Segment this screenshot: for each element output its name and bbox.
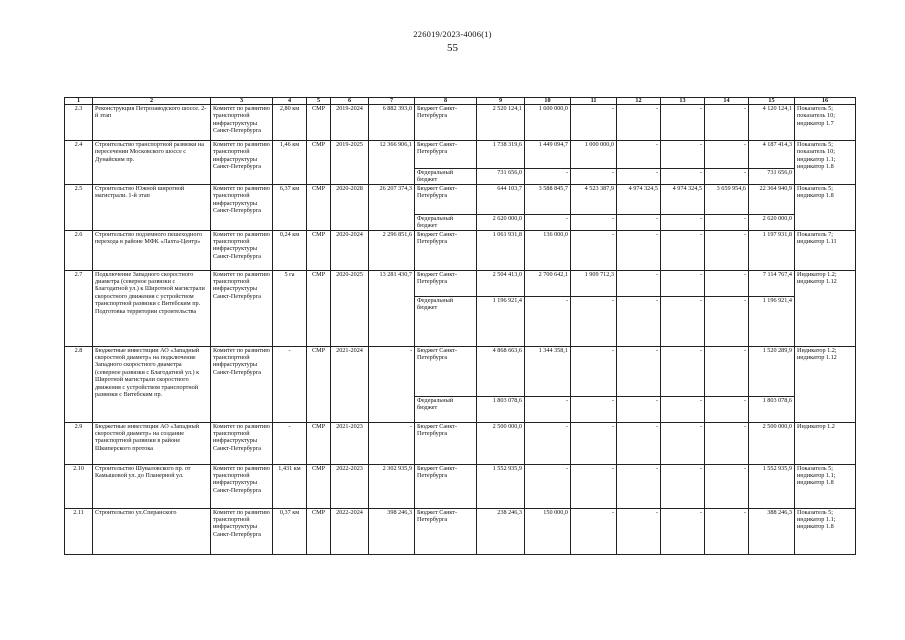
year-amount-cell: - [705,422,749,464]
table-row [65,508,856,554]
row-number: 2.6 [65,230,93,270]
funding-source-cell: Бюджет Санкт-Петербурга [415,422,477,464]
year-amount-cell: 644 103,7 [477,184,525,214]
funding-total-cell: 1 197 931,8 [749,230,795,270]
period-cell: 2020-2028 [331,184,369,230]
indicators-cell: Индикатор 1.2; индикатор 1.12 [795,270,856,346]
table-row [65,184,856,214]
responsible-executor: Комитет по развитию транспортной инфраструктуры Санкт-Петербурга [211,184,273,230]
year-amount-cell: 1 600 000,0 [525,105,571,141]
total-cost-cell: - [369,422,415,464]
page-number: 55 [447,42,458,54]
year-amount-cell: - [705,230,749,270]
document-number: 226019/2023-4006(1) [413,29,492,39]
funding-source-cell: Бюджет Санкт-Петербурга [415,346,477,396]
funding-total-cell: 388 246,3 [749,508,795,554]
period-cell: 2022-2023 [331,464,369,508]
responsible-executor: Комитет по развитию транспортной инфраструктуры Санкт-Петербурга [211,464,273,508]
work-type-cell: СМР [307,184,331,230]
volume-cell: - [273,422,307,464]
row-number: 2.11 [65,508,93,554]
year-amount-cell: 3 588 845,7 [525,184,571,214]
column-number-header: 3 [211,98,273,105]
row-number: 2.10 [65,464,93,508]
year-amount-cell: - [571,214,617,230]
funding-source-cell: Федеральный бюджет [415,214,477,230]
year-amount-cell: - [617,346,661,396]
year-amount-cell: 1 196 921,4 [477,296,525,346]
volume-cell: 1,46 км [273,141,307,185]
year-amount-cell: - [525,214,571,230]
work-type-cell: СМР [307,346,331,422]
year-amount-cell: 731 656,0 [477,169,525,185]
column-number-header: 9 [477,98,525,105]
year-amount-cell: - [661,422,705,464]
year-amount-cell: 2 620 000,0 [477,214,525,230]
year-amount-cell: - [661,230,705,270]
year-amount-cell: - [705,270,749,296]
period-cell: 2020-2024 [331,230,369,270]
year-amount-cell: - [661,508,705,554]
year-amount-cell: - [571,346,617,396]
column-number-header: 10 [525,98,571,105]
total-cost-cell: 6 882 393,0 [369,105,415,141]
table-row [65,270,856,296]
period-cell: 2019-2025 [331,141,369,185]
column-number-header: 1 [65,98,93,105]
funding-source-cell: Федеральный бюджет [415,396,477,422]
year-amount-cell: - [661,169,705,185]
funding-total-cell: 1 196 921,4 [749,296,795,346]
year-amount-cell: 136 000,0 [525,230,571,270]
year-amount-cell: - [525,169,571,185]
year-amount-cell: - [661,346,705,396]
volume-cell: - [273,346,307,422]
row-number: 2.7 [65,270,93,346]
funding-source-cell: Бюджет Санкт-Петербурга [415,230,477,270]
year-amount-cell: - [571,230,617,270]
year-amount-cell: - [571,169,617,185]
year-amount-cell: - [661,464,705,508]
funding-total-cell: 4 187 414,3 [749,141,795,169]
year-amount-cell: - [661,270,705,296]
year-amount-cell: 1 000 000,0 [571,141,617,169]
table-row [65,422,856,464]
year-amount-cell: - [617,214,661,230]
column-number-header: 5 [307,98,331,105]
measure-name: Строительство Южной широтной магистрали. 1-й этап [93,184,211,230]
year-amount-cell: - [661,141,705,169]
funding-total-cell: 1 803 078,6 [749,396,795,422]
total-cost-cell: 26 207 374,3 [369,184,415,230]
year-amount-cell: - [525,396,571,422]
responsible-executor: Комитет по развитию транспортной инфраструктуры Санкт-Петербурга [211,422,273,464]
year-amount-cell: 238 246,3 [477,508,525,554]
funding-source-cell: Бюджет Санкт-Петербурга [415,464,477,508]
total-cost-cell: - [369,346,415,422]
column-number-header: 11 [571,98,617,105]
row-number: 2.9 [65,422,93,464]
funding-total-cell: 2 500 000,0 [749,422,795,464]
year-amount-cell: - [571,105,617,141]
indicators-cell: Индикатор 1.2 [795,422,856,464]
year-amount-cell: - [617,270,661,296]
table-row [65,464,856,508]
year-amount-cell: - [705,296,749,346]
measure-name: Бюджетные инвестиции АО «Западный скоростной диаметр» на подключение Западного скоростного диаметра (северное развязки с Благодатной ул.) к Широтной магистрали скоростного движения с устройством транспортной развязки с Витебским пр. [93,346,211,422]
year-amount-cell: - [705,508,749,554]
year-amount-cell: 4 974 324,5 [661,184,705,214]
year-amount-cell: - [661,214,705,230]
measure-name: Подключение Западного скоростного диаметра (северное развязки с Благодатной ул.) к Широтной магистрали скоростного движения с устройством транспортной развязки с Витебским пр. Подготовка территории строительства [93,270,211,346]
year-amount-cell: 1 552 935,9 [477,464,525,508]
year-amount-cell: - [705,464,749,508]
year-amount-cell: - [525,464,571,508]
table-row [65,346,856,396]
year-amount-cell: - [705,214,749,230]
funding-total-cell: 4 120 124,1 [749,105,795,141]
measure-name: Бюджетные инвестиции АО «Западный скоростной диаметр» на создание транспортной развязки в районе Шкиперского протока [93,422,211,464]
indicators-cell: Показатель 5; показатель 10; индикатор 1.7 [795,105,856,141]
year-amount-cell: 2 504 413,0 [477,270,525,296]
responsible-executor: Комитет по развитию транспортной инфраструктуры Санкт-Петербурга [211,230,273,270]
funding-total-cell: 731 656,0 [749,169,795,185]
responsible-executor: Комитет по развитию транспортной инфраструктуры Санкт-Петербурга [211,270,273,346]
column-number-header: 14 [705,98,749,105]
funding-total-cell: 1 552 935,9 [749,464,795,508]
year-amount-cell: - [617,464,661,508]
volume-cell: 1,431 км [273,464,307,508]
year-amount-cell: 2 500 000,0 [477,422,525,464]
responsible-executor: Комитет по развитию транспортной инфраструктуры Санкт-Петербурга [211,141,273,185]
row-number: 2.5 [65,184,93,230]
year-amount-cell: - [705,346,749,396]
year-amount-cell: - [661,105,705,141]
year-amount-cell: 150 000,0 [525,508,571,554]
year-amount-cell: - [617,396,661,422]
year-amount-cell: 4 523 387,9 [571,184,617,214]
year-amount-cell: 1 449 094,7 [525,141,571,169]
year-amount-cell: - [571,296,617,346]
year-amount-cell: - [571,508,617,554]
column-number-header: 16 [795,98,856,105]
funding-source-cell: Бюджет Санкт-Петербурга [415,105,477,141]
funding-total-cell: 1 520 289,9 [749,346,795,396]
total-cost-cell: 12 366 906,1 [369,141,415,185]
period-cell: 2022-2024 [331,508,369,554]
total-cost-cell: 13 281 430,7 [369,270,415,346]
total-cost-cell: 2 302 935,9 [369,464,415,508]
year-amount-cell: 3 659 954,6 [705,184,749,214]
volume-cell: 5 га [273,270,307,346]
year-amount-cell: - [705,141,749,169]
column-number-header: 12 [617,98,661,105]
work-type-cell: СМР [307,464,331,508]
row-number: 2.4 [65,141,93,185]
funding-total-cell: 7 114 767,4 [749,270,795,296]
period-cell: 2021-2023 [331,422,369,464]
year-amount-cell: - [571,396,617,422]
table-row [65,141,856,169]
table-row [65,230,856,270]
year-amount-cell: - [617,296,661,346]
column-number-header: 2 [93,98,211,105]
indicators-cell: Показатель 5; индикатор 1.1; индикатор 1.8 [795,464,856,508]
year-amount-cell: - [617,422,661,464]
funding-source-cell: Бюджет Санкт-Петербурга [415,141,477,169]
funding-source-cell: Бюджет Санкт-Петербурга [415,184,477,214]
funding-source-cell: Бюджет Санкт-Петербурга [415,508,477,554]
year-amount-cell: - [525,422,571,464]
measure-name: Строительство подземного пешеходного перехода в районе МФК «Лахта-Центр» [93,230,211,270]
year-amount-cell: 1 909 712,3 [571,270,617,296]
indicators-cell: Индикатор 1.2; индикатор 1.12 [795,346,856,422]
volume-cell: 0,24 км [273,230,307,270]
funding-total-cell: 2 620 000,0 [749,214,795,230]
year-amount-cell: - [705,169,749,185]
total-cost-cell: 398 246,3 [369,508,415,554]
year-amount-cell: 1 803 078,6 [477,396,525,422]
year-amount-cell: - [571,422,617,464]
column-number-header: 15 [749,98,795,105]
year-amount-cell: - [705,396,749,422]
period-cell: 2020-2025 [331,270,369,346]
volume-cell: 0,37 км [273,508,307,554]
work-type-cell: СМР [307,230,331,270]
column-number-header: 7 [369,98,415,105]
funding-source-cell: Федеральный бюджет [415,169,477,185]
year-amount-cell: 2 700 642,1 [525,270,571,296]
work-type-cell: СМР [307,141,331,185]
year-amount-cell: - [617,141,661,169]
year-amount-cell: - [705,105,749,141]
year-amount-cell: - [661,296,705,346]
investment-table [64,97,856,555]
year-amount-cell: - [617,230,661,270]
year-amount-cell: 2 520 124,1 [477,105,525,141]
responsible-executor: Комитет по развитию транспортной инфраструктуры Санкт-Петербурга [211,346,273,422]
measure-name: Строительство Шуваловского пр. от Камышовой ул. до Планерной ул. [93,464,211,508]
measure-name: Строительство транспортной развязки на пересечении Московского шоссе с Дунайским пр. [93,141,211,185]
column-number-header: 13 [661,98,705,105]
row-number: 2.3 [65,105,93,141]
column-number-header: 8 [415,98,477,105]
work-type-cell: СМР [307,105,331,141]
funding-source-cell: Бюджет Санкт-Петербурга [415,270,477,296]
year-amount-cell: 1 061 931,8 [477,230,525,270]
table-row [65,105,856,141]
indicators-cell: Показатель 7; индикатор 1.11 [795,230,856,270]
column-number-header: 6 [331,98,369,105]
indicators-cell: Показатель 5; индикатор 1.8 [795,184,856,230]
measure-name: Строительство ул.Сперанского [93,508,211,554]
work-type-cell: СМР [307,508,331,554]
year-amount-cell: - [571,464,617,508]
funding-source-cell: Федеральный бюджет [415,296,477,346]
period-cell: 2021-2024 [331,346,369,422]
year-amount-cell: 4 868 663,6 [477,346,525,396]
year-amount-cell: - [617,169,661,185]
period-cell: 2019-2024 [331,105,369,141]
column-number-header: 4 [273,98,307,105]
year-amount-cell: 1 344 358,1 [525,346,571,396]
year-amount-cell: - [617,105,661,141]
year-amount-cell: 4 974 324,5 [617,184,661,214]
year-amount-cell: - [525,296,571,346]
funding-total-cell: 22 364 940,9 [749,184,795,214]
responsible-executor: Комитет по развитию транспортной инфраструктуры Санкт-Петербурга [211,105,273,141]
responsible-executor: Комитет по развитию транспортной инфраструктуры Санкт-Петербурга [211,508,273,554]
year-amount-cell: 1 738 319,6 [477,141,525,169]
work-type-cell: СМР [307,422,331,464]
work-type-cell: СМР [307,270,331,346]
indicators-cell: Показатель 5; показатель 10; индикатор 1.1; индикатор 1.8 [795,141,856,185]
year-amount-cell: - [617,508,661,554]
volume-cell: 2,80 км [273,105,307,141]
year-amount-cell: - [661,396,705,422]
indicators-cell: Показатель 5; индикатор 1.1; индикатор 1.8 [795,508,856,554]
row-number: 2.8 [65,346,93,422]
volume-cell: 6,37 км [273,184,307,230]
measure-name: Реконструкция Петрозаводского шоссе. 2-й этап [93,105,211,141]
total-cost-cell: 2 296 851,6 [369,230,415,270]
header-row [65,98,856,105]
